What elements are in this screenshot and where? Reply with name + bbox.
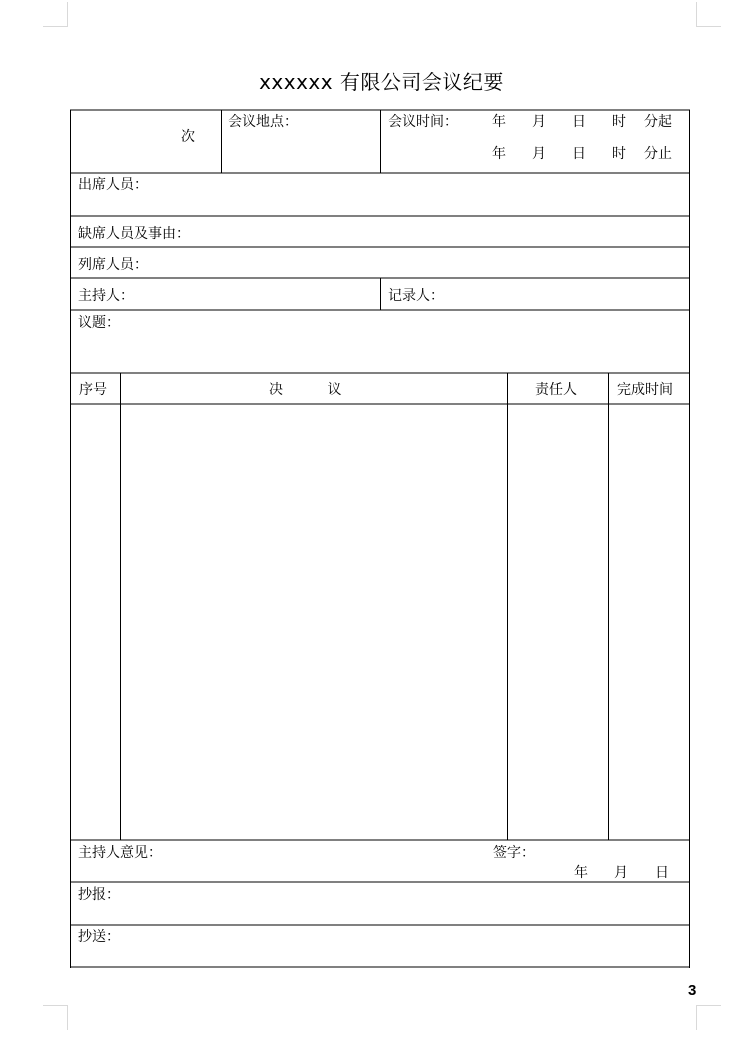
row-divider xyxy=(70,403,690,405)
host-opinion-label: 主持人意见： xyxy=(78,845,162,861)
table-border-right xyxy=(689,110,690,968)
page-corner-bottom-left xyxy=(43,1005,68,1030)
sign-year: 年 xyxy=(574,865,588,881)
topics-label: 议题： xyxy=(78,315,120,331)
start-hour: 时 xyxy=(612,114,626,130)
end-hour: 时 xyxy=(612,146,626,162)
session-suffix: 次 xyxy=(181,129,195,145)
page-corner-bottom-right xyxy=(696,1005,721,1030)
sign-day: 日 xyxy=(655,865,669,881)
observers-label: 列席人员： xyxy=(78,257,148,273)
attendees-label: 出席人员： xyxy=(78,177,148,193)
start-year: 年 xyxy=(492,114,506,130)
col-divider xyxy=(380,110,381,173)
location-label: 会议地点： xyxy=(228,114,298,130)
start-day: 日 xyxy=(572,114,586,130)
row-divider xyxy=(70,881,690,883)
document-title: xxxxxx 有限公司会议纪要 xyxy=(259,70,504,94)
col-divider xyxy=(221,110,222,173)
row-divider xyxy=(70,924,690,926)
end-month: 月 xyxy=(532,146,546,162)
page-number: 3 xyxy=(688,982,697,999)
sign-month: 月 xyxy=(614,865,628,881)
col-divider xyxy=(507,373,508,840)
col-header-owner: 责任人 xyxy=(535,382,577,398)
recorder-label: 记录人： xyxy=(388,288,444,304)
col-header-number: 序号 xyxy=(79,382,107,398)
page-corner-top-right xyxy=(696,2,721,27)
signature-label: 签字： xyxy=(493,845,535,861)
absentees-label: 缺席人员及事由： xyxy=(78,226,190,242)
host-label: 主持人： xyxy=(78,288,134,304)
start-month: 月 xyxy=(532,114,546,130)
time-label: 会议时间： xyxy=(388,114,458,130)
page-corner-top-left xyxy=(43,2,68,27)
row-divider xyxy=(70,246,690,248)
row-divider xyxy=(70,372,690,374)
col-header-due: 完成时间 xyxy=(617,382,673,398)
col-divider xyxy=(380,278,381,310)
copy-to-label: 抄送： xyxy=(78,929,120,945)
col-header-decision: 决 议 xyxy=(269,382,342,398)
start-minute: 分起 xyxy=(644,114,672,130)
table-border-left xyxy=(70,110,71,968)
end-year: 年 xyxy=(492,146,506,162)
end-minute: 分止 xyxy=(644,146,672,162)
row-divider xyxy=(70,839,690,841)
end-day: 日 xyxy=(572,146,586,162)
report-to-label: 抄报： xyxy=(78,887,120,903)
table-border-bottom xyxy=(70,966,690,968)
col-divider xyxy=(120,373,121,840)
col-divider xyxy=(608,373,609,840)
row-divider xyxy=(70,215,690,217)
